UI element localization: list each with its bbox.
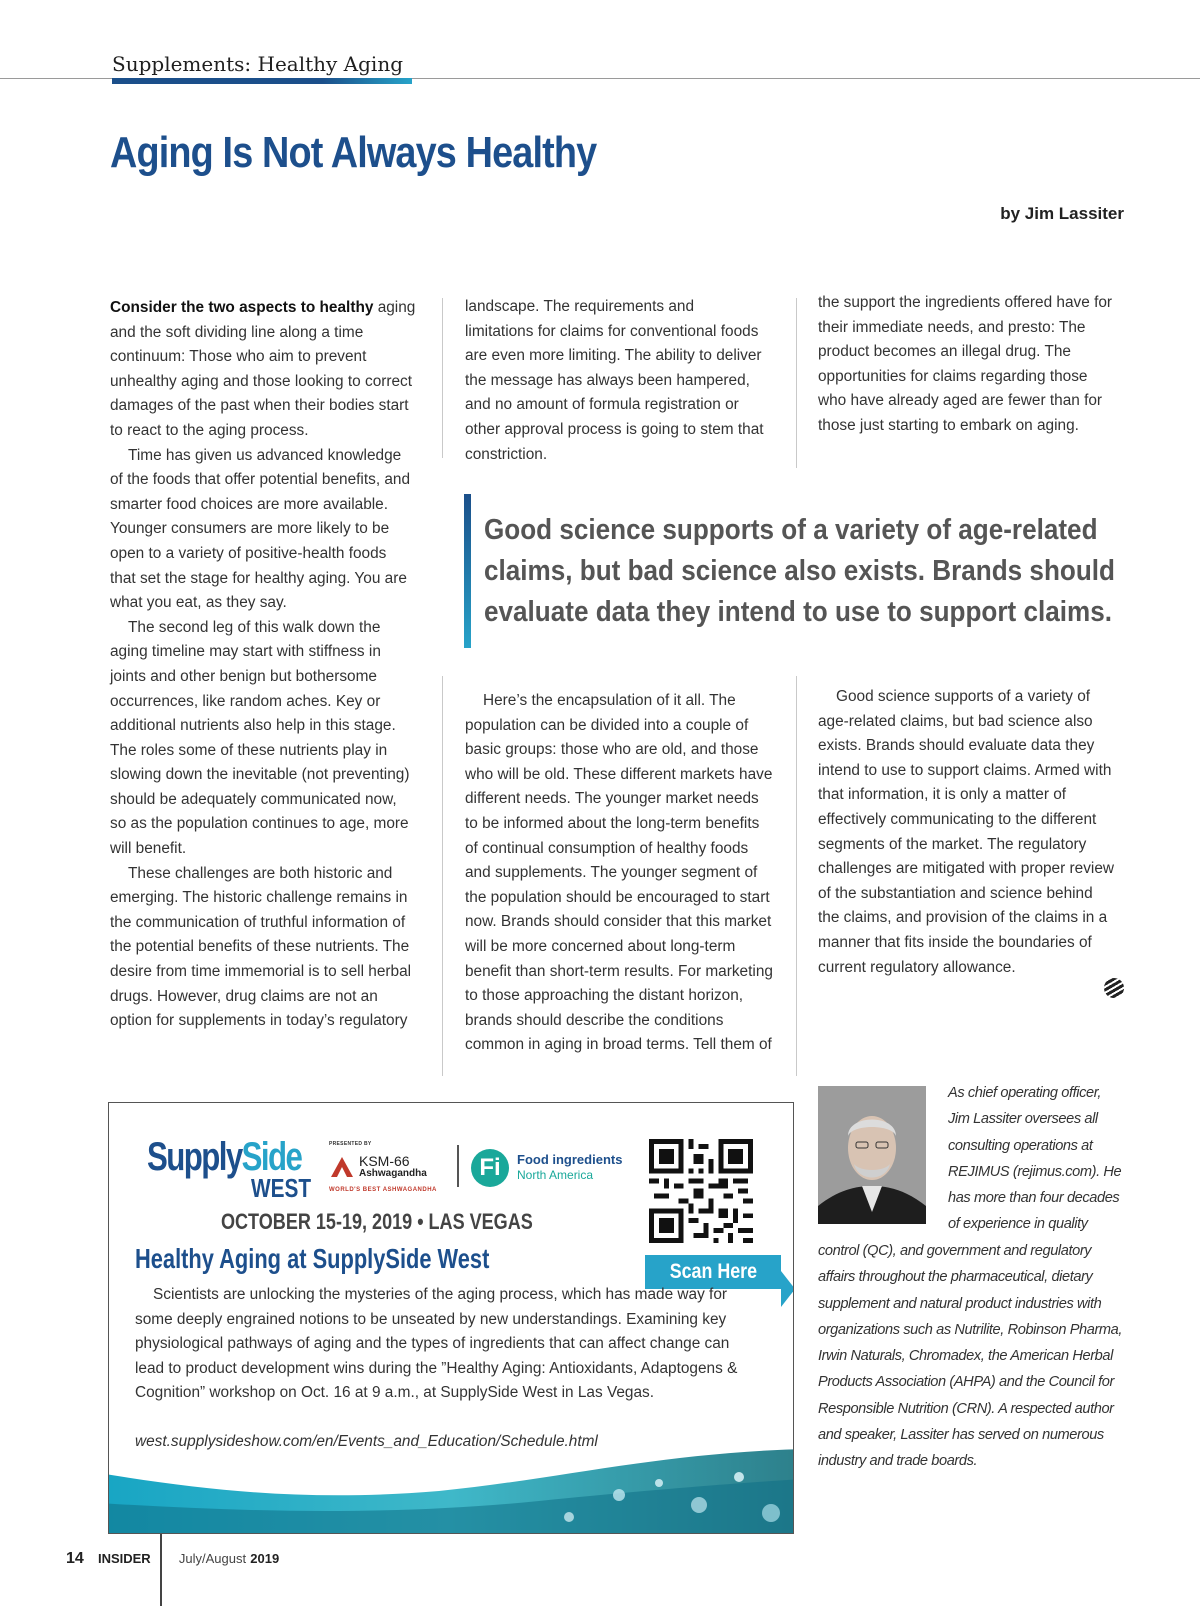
issue-month: July/August [178,1551,247,1566]
column-divider [796,298,797,468]
bio-line: Products Association (AHPA) and the Council for [818,1374,1114,1391]
column-divider [442,676,443,1076]
column-3-top [818,291,1118,439]
paragraph: Here’s the encapsulation of it all. The population can be divided into a couple of basic groups: those who are old, and those who will be old. These different markets have different needs. The younger market needs to be informed about the long-term benefits of continual consumption of healthy foods and supplements. The younger segment of the population should be encouraged to start now. Brands should consider that this market will be more concerned about long-term benefit than short-term results. For marketing to those approaching the distant horizon, brands should describe the conditions common in aging in broad terms. Tell them of [465,692,773,1054]
scan-arrow-icon [781,1271,794,1307]
bio-line: REJIMUS (rejimus.com). He [948,1163,1122,1180]
ad-title: Healthy Aging at SupplySide West [135,1243,490,1274]
end-of-article-icon [1104,978,1124,998]
bio-line: has more than four decades [948,1190,1120,1207]
logo-word-supply: Supply [147,1135,242,1179]
presented-by-label: PRESENTED BY [329,1141,372,1147]
bio-line: supplement and natural product industries with [818,1295,1102,1312]
pull-quote [484,510,1115,633]
food-ingredients-region: North America [517,1168,594,1182]
bio-line: Jim Lassiter oversees all [948,1111,1098,1128]
lead-in: Consider the two aspects to healthy [110,299,374,316]
bio-line: and speaker, Lassiter has served on numerous [818,1427,1104,1444]
author-photo [818,1086,926,1224]
pull-quote-line: Good science supports of a variety of age-related [484,514,1098,546]
column-3-bottom [818,685,1118,980]
decorative-water-wave [108,1443,794,1534]
paragraph: aging and the soft dividing line along a time continuum: Those who aim to prevent unhealthy aging and those looking to correct damages of the past when their bodies start to react to the aging process. [110,299,416,439]
column-divider [442,298,443,458]
header-accent-rule [112,78,412,84]
paragraph: Time has given us advanced knowledge of the foods that offer potential benefits, and smarter food choices are more available. Younger consumers are more likely to be open to a variety of positive-health foods that set the stage for healthy aging. You are what you eat, as they say. [110,446,411,612]
bio-line: control (QC), and government and regulatory [818,1243,1092,1259]
bio-line: Responsible Nutrition (CRN). A respected author [818,1400,1114,1417]
bio-line: industry and trade boards. [818,1453,978,1470]
article-title: Aging Is Not Always Healthy [110,128,597,177]
food-ingredients-logo-icon: Fi [471,1149,509,1187]
ad-paragraph: Scientists are unlocking the mysteries of the aging process, which has made way for some deeply engrained notions to be unseated by new understandings. Examining key physiological pathways of aging and the types of ingredients that can affect change can lead to product development wins during the ”Healthy Aging: Antioxidants, Adaptogens & Cognition” workshop on Oct. 16 at 9 a.m., at SupplySide West in Las Vegas. [135,1286,738,1402]
event-advertisement[interactable] [108,1102,794,1534]
ksm-66-subtitle: Ashwagandha [359,1168,427,1179]
paragraph: Good science supports of a variety of age-related claims, but bad science also exists. Brands should evaluate data they intend to use to support claims. Armed with that information, it is only a matter of effectively communicating to the different segments of the market. The regulatory challenges are mitigated with proper review of the substantiation and science behind the claims, and provision of the claims in a manner that fits inside the boundaries of current regulatory allowance. [818,688,1114,976]
bio-line: Irwin Naturals, Chromadex, the American Herbal [818,1348,1113,1365]
ksm-66-leaf-icon [329,1155,355,1179]
scan-here-label: Scan Here [669,1260,757,1283]
ksm-66-tagline: WORLD'S BEST ASHWAGANDHA [329,1187,437,1193]
bio-line: As chief operating officer, [948,1085,1102,1101]
pull-quote-line: claims, but bad science also exists. Brands should [484,555,1115,587]
ksm-66-name: KSM-66 [359,1153,410,1169]
supplyside-west-logo [147,1135,345,1203]
paragraph: landscape. The requirements and limitations for claims for conventional foods are even more limiting. The ability to deliver the message has always been hampered, and no amount of formula registration or other approval process is going to stem that constriction. [465,298,764,463]
bio-line: organizations such as Nutrilite, Robinson Pharma, [818,1321,1123,1338]
ad-body [135,1283,745,1406]
author-bio-top [948,1080,1188,1238]
logo-divider [457,1145,459,1187]
pull-quote-bar [464,494,471,648]
page-number: 14 [66,1550,84,1567]
paragraph: the support the ingredients offered have for their immediate needs, and presto: The product becomes an illegal drug. The opportunities for claims regarding those who have already aged are fewer than for those just starting to embark on aging. [818,294,1113,434]
column-2-top [465,295,765,467]
bio-line: affairs throughout the pharmaceutical, dietary [818,1269,1093,1286]
footer-divider [160,1534,162,1606]
column-1 [110,296,416,1034]
event-date-location: OCTOBER 15-19, 2019 • LAS VEGAS [221,1209,533,1234]
page-footer [66,1550,279,1568]
section-label: Supplements: Healthy Aging [112,52,403,76]
paragraph: The second leg of this walk down the aging timeline may start with stiffness in joints and other benign but bothersome occurrences, like random aches. Key or additional nutrients also help in this stage. The roles some of these nutrients play in slowing down the inevitable (not preventing) should be adequately communicated now, so as the population continues to age, more will benefit. [110,618,410,858]
issue-year: 2019 [250,1551,280,1566]
food-ingredients-name: Food ingredients [517,1152,623,1167]
column-divider [796,676,797,1076]
logo-word-west: WEST [251,1173,312,1203]
magazine-name: INSIDER [97,1551,151,1566]
event-url-link[interactable]: west.supplysideshow.com/en/Events_and_Education/Schedule.html [135,1433,598,1450]
bio-line: consulting operations at [948,1137,1093,1154]
byline: by Jim Lassiter [1000,204,1124,223]
pull-quote-line: evaluate data they intend to use to support claims. [484,596,1112,628]
paragraph: These challenges are both historic and emerging. The historic challenge remains in the communication of truthful information of the potential benefits of these nutrients. The desire from time immemorial is to sell herbal drugs. However, drug claims are not an option for supplements in today’s regulatory [110,864,412,1030]
author-bio-bottom [818,1238,1178,1475]
logo-word-side: Side [241,1135,302,1179]
bio-line: of experience in quality [948,1216,1088,1233]
qr-code-icon[interactable] [649,1139,753,1243]
column-2-bottom [465,689,775,1058]
